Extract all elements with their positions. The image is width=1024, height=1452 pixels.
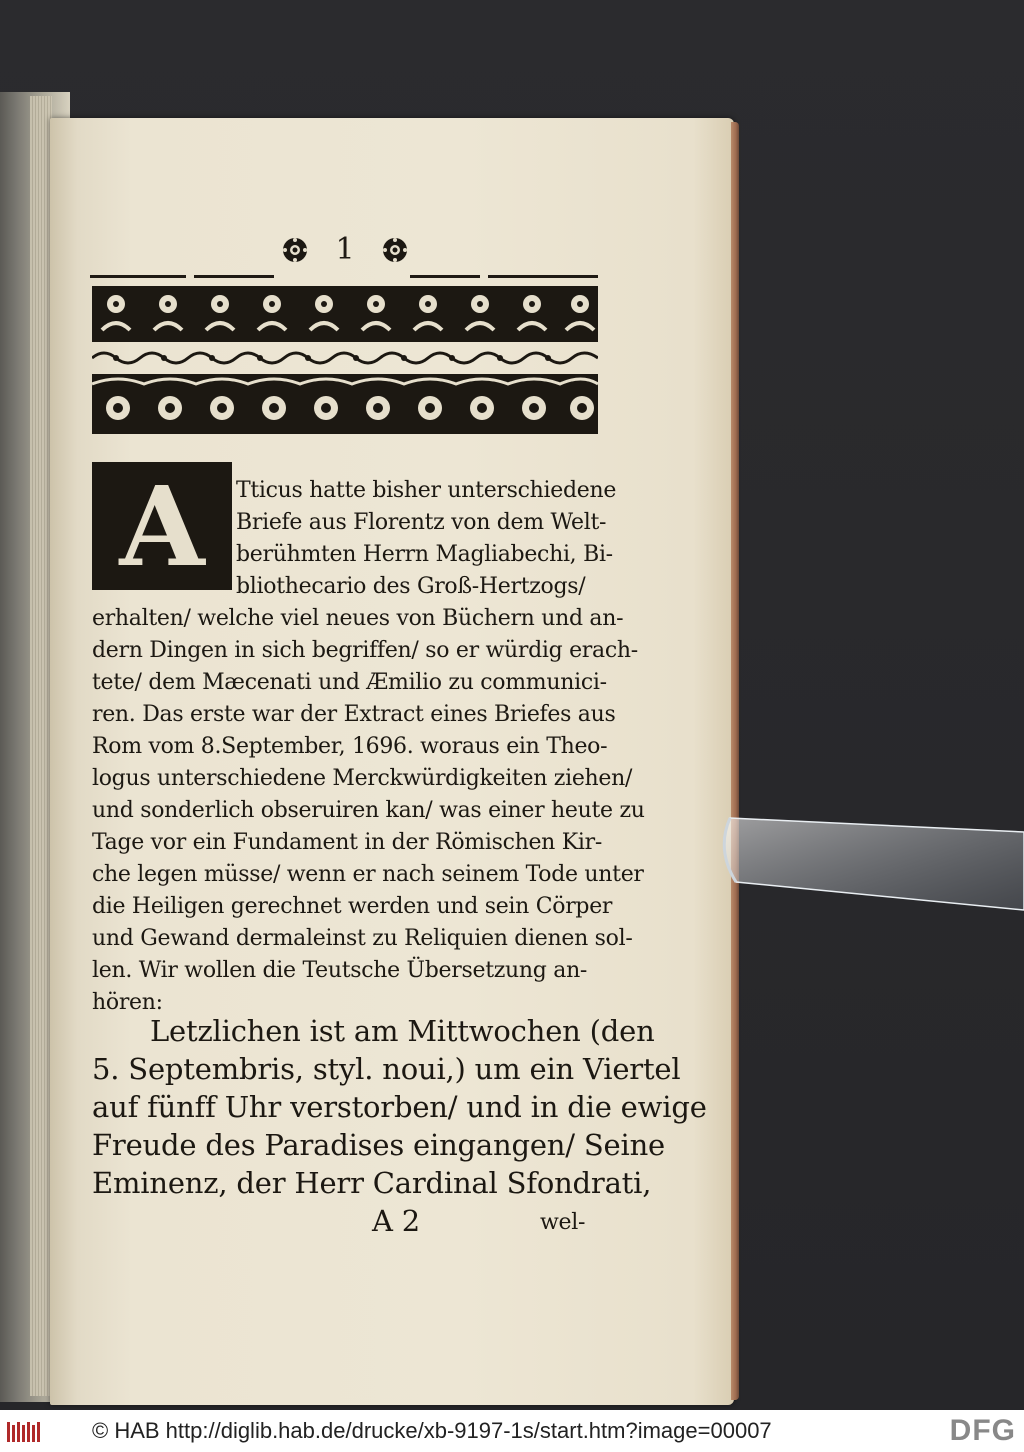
text-line: bliothecario des Groß-Hertzogs/ [236,574,586,599]
large-text-line: auf fünff Uhr verstorben/ und in die ewige [92,1090,707,1124]
text-line: tete/ dem Mæcenati und Æmilio zu communici- [92,670,607,695]
page-stack-edge [30,96,52,1396]
copyright-link[interactable]: © HAB http://diglib.hab.de/drucke/xb-9197-1s/start.htm?image=00007 [92,1418,772,1443]
headpiece-scroll-row [92,348,598,368]
text-line: und Gewand dermaleinst zu Reliquien dienen sol- [92,926,633,951]
large-text-line: Eminenz, der Herr Cardinal Sfondrati, [92,1166,652,1200]
text-line: dern Dingen in sich begriffen/ so er würdig erach- [92,638,638,663]
decorated-initial [92,462,232,590]
library-logo-icon [6,1419,44,1445]
flower-ornament-icon [280,235,310,265]
text-line: Briefe aus Florentz von dem Welt- [236,510,607,535]
flower-ornament-icon [380,235,410,265]
headpiece-rosette-row [92,374,598,434]
text-line: berühmten Herrn Magliabechi, Bi- [236,542,613,567]
page-holder-clamp [716,770,1024,970]
initial-letter: A [119,461,205,591]
text-line: die Heiligen gerechnet werden und sein Cörper [92,894,613,919]
floral-band-icon [92,286,598,342]
text-line: logus unterschiedene Merckwürdigkeiten ziehen/ [92,766,633,791]
signature-mark: A 2 [372,1204,421,1238]
text-line: und sonderlich obseruiren kan/ was einer heute zu [92,798,645,823]
large-text-line: 5. Septembris, styl. noui,) um ein Viertel [92,1052,681,1086]
rosette-band-icon [92,374,598,434]
scroll-band-icon [92,348,598,368]
header-rule [90,262,598,278]
page-number: 1 [335,232,355,267]
text-line: Tage vor ein Fundament in der Römischen Kir- [92,830,602,855]
headpiece-floral-row [92,286,598,342]
text-line: hören: [92,990,163,1015]
text-line: ren. Das erste war der Extract eines Briefes aus [92,702,616,727]
page-fore-edge [731,122,739,1400]
large-text-line: Letzlichen ist am Mittwochen (den [150,1014,655,1048]
text-line: erhalten/ welche viel neues von Büchern und an- [92,606,624,631]
text-line: Tticus hatte bisher unterschiedene [236,478,617,503]
footer-bar [0,1410,1024,1452]
catchword: wel- [540,1210,586,1235]
text-line: Rom vom 8.September, 1696. woraus ein Theo- [92,734,608,759]
dfg-logo: DFG [949,1414,1016,1447]
large-text-line: Freude des Paradises eingangen/ Seine [92,1128,666,1162]
text-line: len. Wir wollen die Teutsche Übersetzung an- [92,958,588,983]
text-line: che legen müsse/ wenn er nach seinem Tode unter [92,862,644,887]
